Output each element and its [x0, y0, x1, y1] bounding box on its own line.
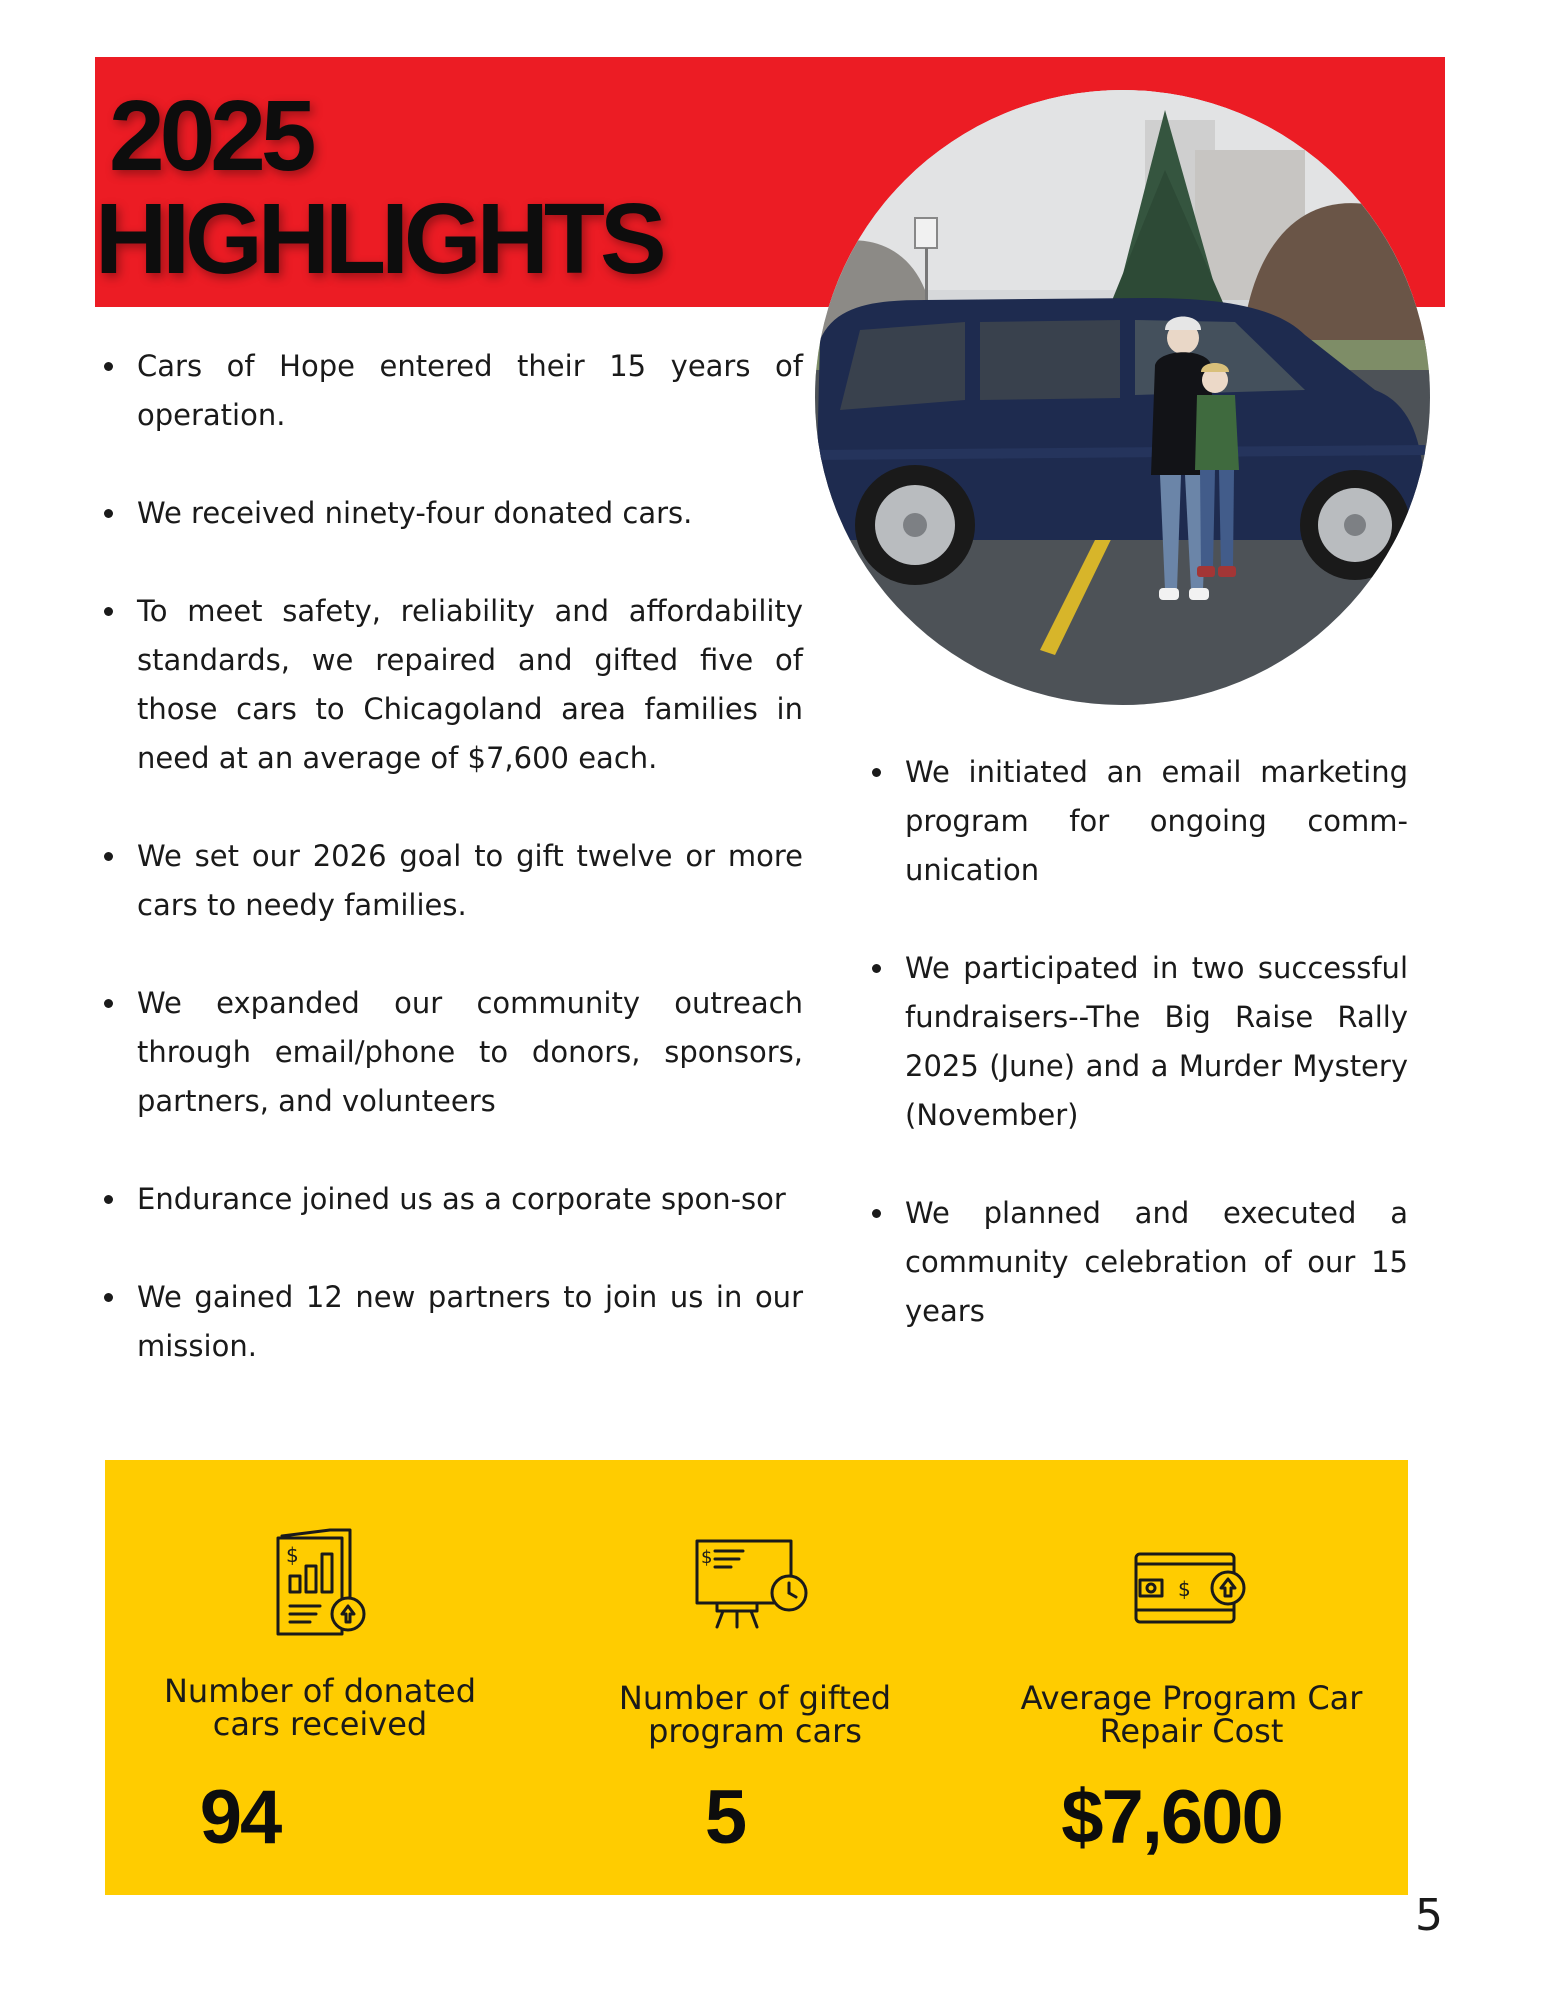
stat-value-donated: 94 — [199, 1775, 281, 1860]
list-item: We expanded our community outreach through email/phone to donors, sponsors, partners, and volunteers — [100, 979, 803, 1126]
stats-panel — [105, 1460, 1408, 1895]
stat-label-line1: Average Program Car — [1020, 1679, 1363, 1717]
stat-label-line2: Repair Cost — [1099, 1712, 1284, 1750]
stat-value-gifted: 5 — [704, 1775, 746, 1860]
svg-text:$: $ — [701, 1547, 713, 1568]
page-number: 5 — [1415, 1890, 1443, 1941]
stat-label-line2: cars received — [212, 1705, 428, 1743]
stat-label-line2: program cars — [648, 1712, 862, 1750]
financial-report-icon — [270, 1522, 370, 1642]
list-item: Cars of Hope entered their 15 years of operation. — [100, 342, 803, 440]
stat-donated-cars — [105, 1460, 535, 1895]
stat-label-line1: Number of donated — [163, 1672, 477, 1710]
family-with-minivan-photo — [815, 90, 1430, 705]
highlights-list-right — [868, 748, 1408, 1385]
list-item: Endurance joined us as a corporate spon-sor — [100, 1175, 803, 1224]
list-item: We initiated an email marketing program for ongoing comm-unication — [868, 748, 1408, 895]
stat-value-repair-cost: $7,600 — [1061, 1775, 1282, 1860]
list-item: We gained 12 new partners to join us in our mission. — [100, 1273, 803, 1371]
stat-label-line1: Number of gifted — [618, 1679, 892, 1717]
page-title — [95, 80, 662, 295]
highlights-list-left — [100, 342, 803, 1420]
stat-gifted-cars — [535, 1460, 975, 1895]
list-item: We set our 2026 goal to gift twelve or more cars to needy families. — [100, 832, 803, 930]
list-item: We received ninety-four donated cars. — [100, 489, 803, 538]
svg-text:$: $ — [286, 1543, 299, 1567]
title-year: 2025 — [109, 80, 312, 192]
stat-repair-cost — [975, 1460, 1408, 1895]
list-item: We participated in two successful fundraisers--The Big Raise Rally 2025 (June) and a Murder Mystery (November) — [868, 944, 1408, 1140]
presentation-board-icon — [691, 1535, 811, 1631]
list-item: We planned and executed a community celebration of our 15 years — [868, 1189, 1408, 1336]
list-item: To meet safety, reliability and affordability standards, we repaired and gifted five of those cars to Chicagoland area families in need at an average of $7,600 each. — [100, 587, 803, 783]
wallet-icon — [1130, 1548, 1250, 1628]
title-highlights: HIGHLIGHTS — [95, 183, 662, 295]
svg-text:$: $ — [1177, 1577, 1191, 1601]
